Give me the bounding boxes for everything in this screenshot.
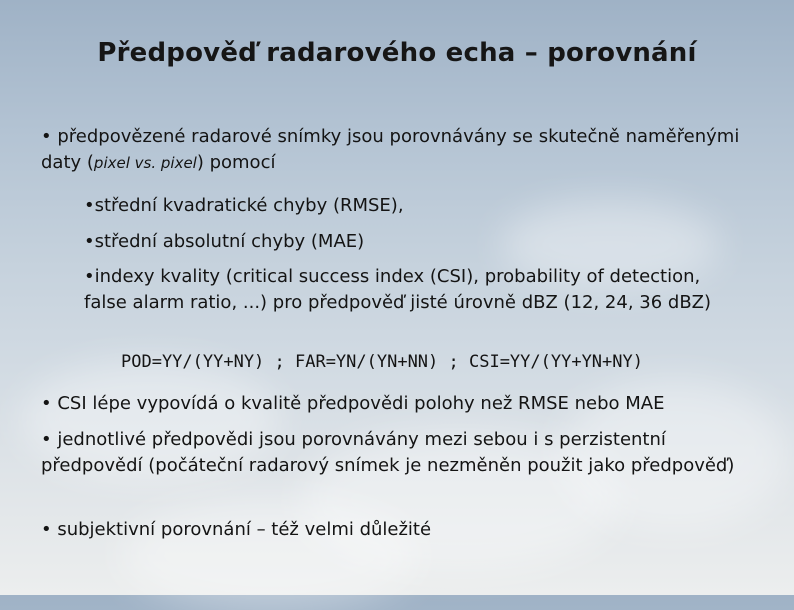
italic-term: pixel vs. pixel xyxy=(93,154,197,172)
sub-bullet-quality-indices: •indexy kvality (critical success index (CSI), probability of detection, false alarm ratio, ...) pro předpověď jisté úrovně dBZ (12, 24, 36 dBZ) xyxy=(84,266,712,313)
formula-line: POD=YY/(YY+NY) ; FAR=YN/(YN+NN) ; CSI=YY/(YY+YN+NY) xyxy=(121,352,643,372)
paragraph-text: ) pomocí xyxy=(196,152,276,173)
slide-title: Předpověď radarového echa – porovnání xyxy=(97,38,697,68)
paragraph-text: předpovězené radarové snímky jsou porovnávány se skutečně naměřenými daty ( xyxy=(41,126,740,173)
bullet-paragraph-csi: • CSI lépe vypovídá o kvalitě předpovědi polohy než RMSE nebo MAE xyxy=(41,393,665,414)
bullet-paragraph-comparison xyxy=(41,124,761,176)
bullet-marker: • xyxy=(41,126,52,147)
bullet-paragraph-subjective: • subjektivní porovnání – též velmi důležité xyxy=(41,519,432,540)
sub-bullet-mae: •střední absolutní chyby (MAE) xyxy=(84,231,365,252)
sub-bullet-rmse: •střední kvadratické chyby (RMSE), xyxy=(84,195,404,216)
bullet-paragraph-persistence: • jednotlivé předpovědi jsou porovnávány mezi sebou i s perzistentní předpovědí (počáteční radarový snímek je nezměněn použit jako předpověď) xyxy=(41,429,735,476)
